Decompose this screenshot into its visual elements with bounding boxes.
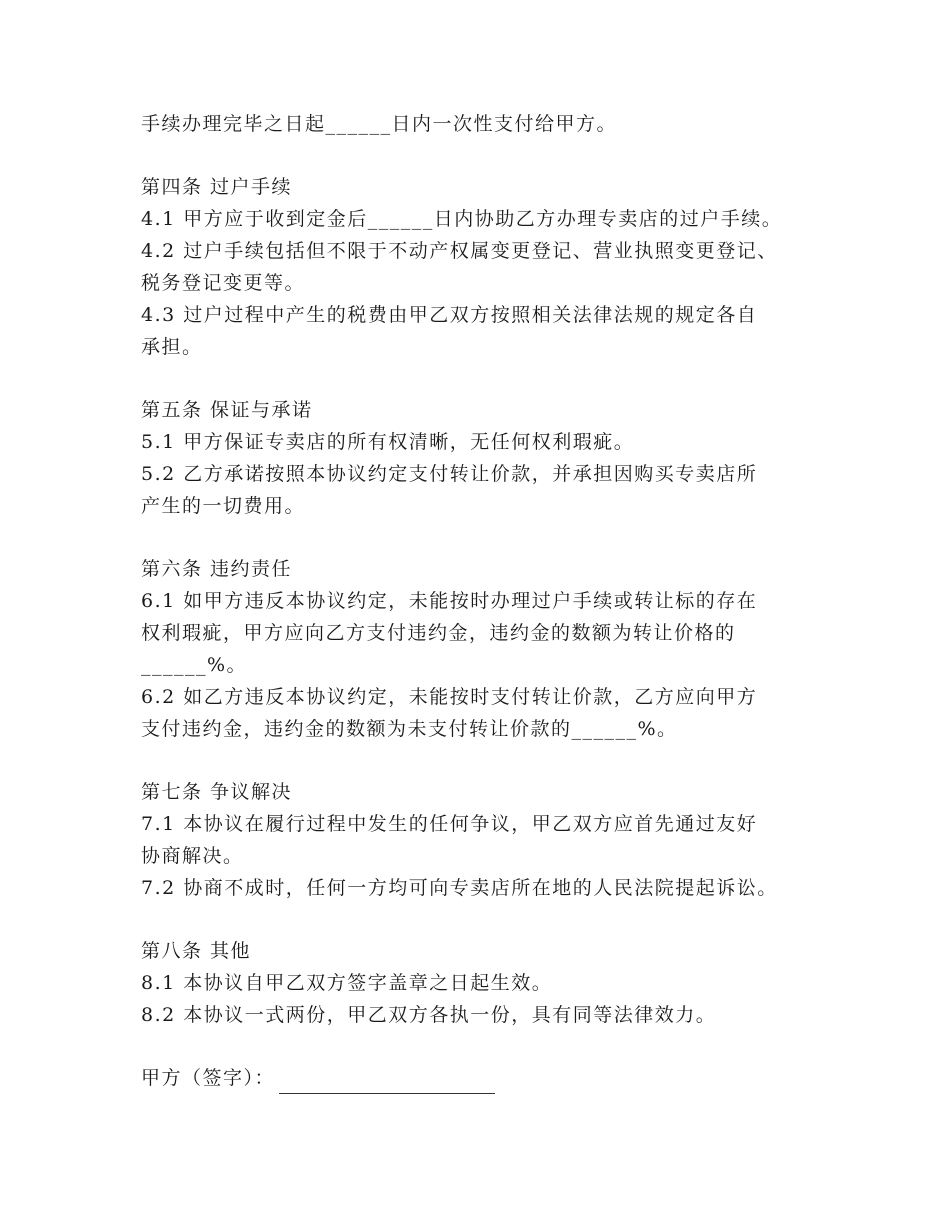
text-line: 权利瑕疵，甲方应向乙方支付违约金，违约金的数额为转让价格的	[141, 622, 736, 644]
text-line: 8.1 本协议自甲乙双方签字盖章之日起生效。	[141, 972, 553, 994]
paragraph-gap	[141, 363, 841, 394]
text-line: 承担。	[141, 336, 203, 358]
signature-row	[141, 1062, 841, 1094]
text-line: 7.1 本协议在履行过程中发生的任何争议，甲乙双方应首先通过友好	[141, 813, 758, 835]
text-line: 税务登记变更等。	[141, 272, 306, 294]
text-line: 手续办理完毕之日起______日内一次性支付给甲方。	[141, 113, 618, 135]
text-line: ______%。	[141, 654, 248, 676]
signature-blank-line[interactable]	[279, 1071, 495, 1094]
text-line: 第八条 其他	[141, 940, 252, 962]
text-line: 协商解决。	[141, 845, 244, 867]
text-line: 4.1 甲方应于收到定金后______日内协助乙方办理专卖店的过户手续。	[141, 208, 783, 230]
text-line: 第六条 违约责任	[141, 558, 293, 580]
document-body	[141, 108, 841, 1062]
text-line: 7.2 协商不成时，任何一方均可向专卖店所在地的人民法院提起诉讼。	[141, 877, 778, 899]
text-line: 第四条 过户手续	[141, 176, 293, 198]
text-line: 第五条 保证与承诺	[141, 399, 313, 421]
text-line: 4.3 过户过程中产生的税费由甲乙双方按照相关法律法规的规定各自	[141, 304, 758, 326]
text-line: 8.2 本协议一式两份，甲乙双方各执一份，具有同等法律效力。	[141, 1004, 717, 1026]
paragraph-gap	[141, 140, 841, 171]
text-line: 6.2 如乙方违反本协议约定，未能按时支付转让价款，乙方应向甲方	[141, 686, 758, 708]
text-line: 产生的一切费用。	[141, 495, 306, 517]
text-line: 5.2 乙方承诺按照本协议约定支付转让价款，并承担因购买专卖店所	[141, 463, 758, 485]
text-line: 支付违约金，违约金的数额为未支付转让价款的______%。	[141, 718, 678, 740]
paragraph-gap	[141, 522, 841, 553]
paragraph-gap	[141, 745, 841, 776]
text-line: 5.1 甲方保证专卖店的所有权清晰，无任何权利瑕疵。	[141, 431, 635, 453]
paragraph-gap	[141, 1031, 841, 1062]
text-line: 第七条 争议解决	[141, 781, 293, 803]
text-line: 4.2 过户手续包括但不限于不动产权属变更登记、营业执照变更登记、	[141, 240, 778, 262]
text-line: 6.1 如甲方违反本协议约定，未能按时办理过户手续或转让标的存在	[141, 590, 758, 612]
paragraph-gap	[141, 904, 841, 935]
signature-label: 甲方（签字）：	[141, 1067, 276, 1089]
document-page	[141, 108, 841, 1094]
